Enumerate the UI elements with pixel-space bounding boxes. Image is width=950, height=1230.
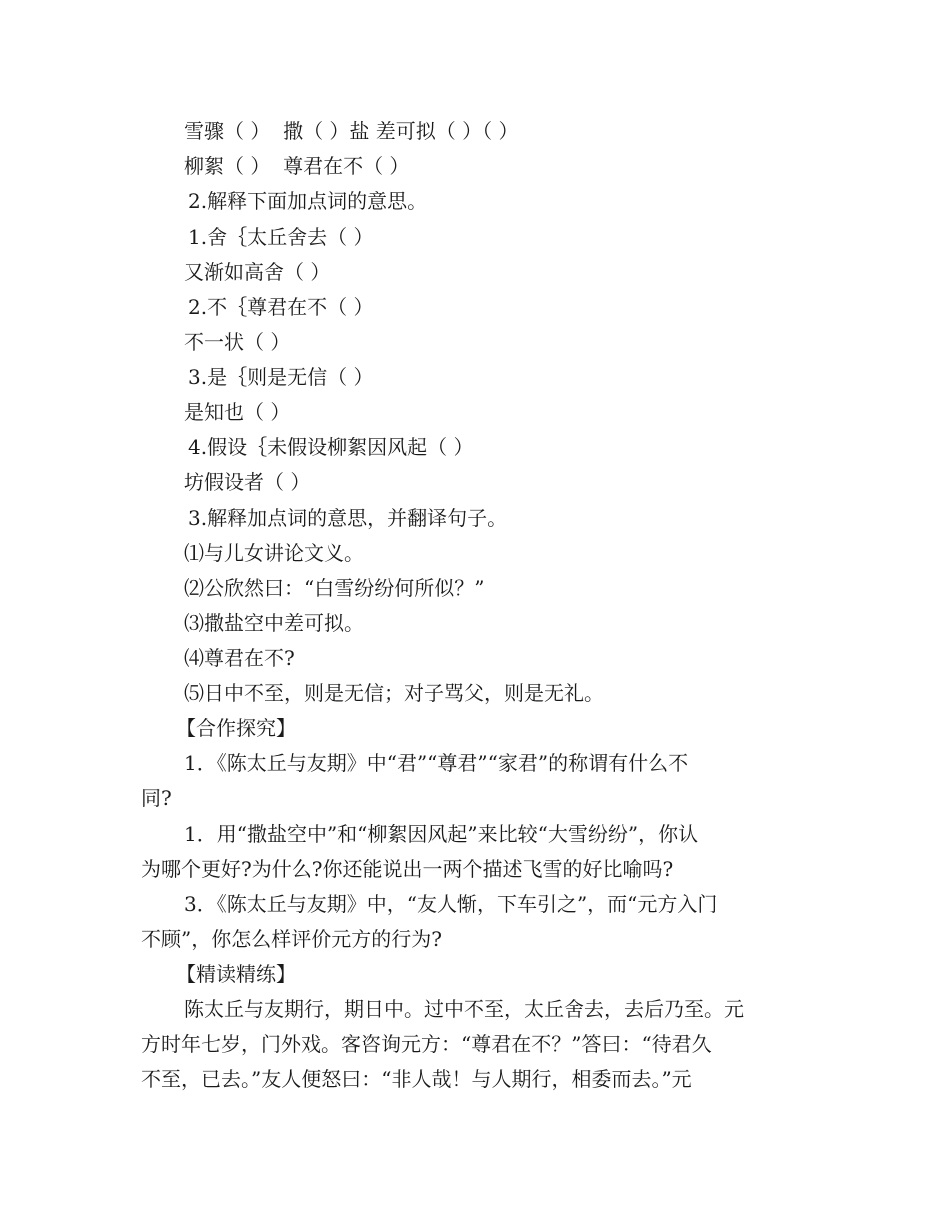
exercise-2-item-1a: 1.舍｛太丘舍去（ ） [188, 225, 374, 249]
exercise-3-heading: 3.解释加点词的意思，并翻译句子。 [188, 506, 508, 530]
reading-line-3: 不至，已去。”友人便怒曰：“非人哉！与人期行，相委而去。”元 [141, 1067, 692, 1091]
exercise-2-item-4b: 坊假设者（ ） [184, 470, 311, 494]
vocab-line-2: 柳絮（ ） 尊君在不（ ） [184, 154, 410, 178]
exercise-3-item-5: ⑸日中不至，则是无信；对子骂父，则是无礼。 [184, 681, 604, 705]
exercise-3-item-2: ⑵公欣然曰：“白雪纷纷何所似？” [184, 576, 485, 600]
exercise-2-heading: 2.解释下面加点词的意思。 [188, 189, 428, 213]
reading-heading: 【精读精练】 [176, 962, 296, 986]
exercise-2-item-2b: 不一状（ ） [184, 330, 291, 354]
exercise-2-item-3a: 3.是｛则是无信（ ） [188, 365, 374, 389]
cooperate-q2-line-2: 为哪个更好?为什么?你还能说出一两个描述飞雪的好比喻吗? [141, 857, 674, 881]
cooperate-q1-line-1: 1．《陈太丘与友期》中“君”“尊君”“家君”的称谓有什么不 [184, 751, 689, 775]
exercise-2-item-1b: 又渐如高舍（ ） [184, 260, 331, 284]
cooperate-q1-line-2: 同? [141, 786, 172, 810]
exercise-3-item-3: ⑶撒盐空中差可拟。 [184, 611, 364, 635]
exercise-2-item-2a: 2.不｛尊君在不（ ） [188, 295, 374, 319]
exercise-3-item-4: ⑷尊君在不? [184, 646, 295, 670]
cooperate-q3-line-1: 3．《陈太丘与友期》中，“友人惭，下车引之”，而“元方入门 [184, 892, 718, 916]
reading-line-1: 陈太丘与友期行，期日中。过中不至，太丘舍去，去后乃至。元 [184, 997, 744, 1021]
cooperate-q2-line-1: 1．用“撒盐空中”和“柳絮因风起”来比较“大雪纷纷”，你认 [184, 822, 699, 846]
vocab-line-1: 雪骤（ ） 撒（ ）盐 差可拟（ ）（ ） [184, 119, 519, 143]
exercise-2-item-3b: 是知也（ ） [184, 400, 291, 424]
exercise-2-item-4a: 4.假设｛未假设柳絮因风起（ ） [188, 435, 474, 459]
cooperate-q3-line-2: 不顾”，你怎么样评价元方的行为? [141, 927, 442, 951]
cooperate-heading: 【合作探究】 [176, 716, 296, 740]
reading-line-2: 方时年七岁，门外戏。客咨询元方：“尊君在不？”答曰：“待君久 [141, 1032, 712, 1056]
exercise-3-item-1: ⑴与儿女讲论文义。 [184, 541, 364, 565]
